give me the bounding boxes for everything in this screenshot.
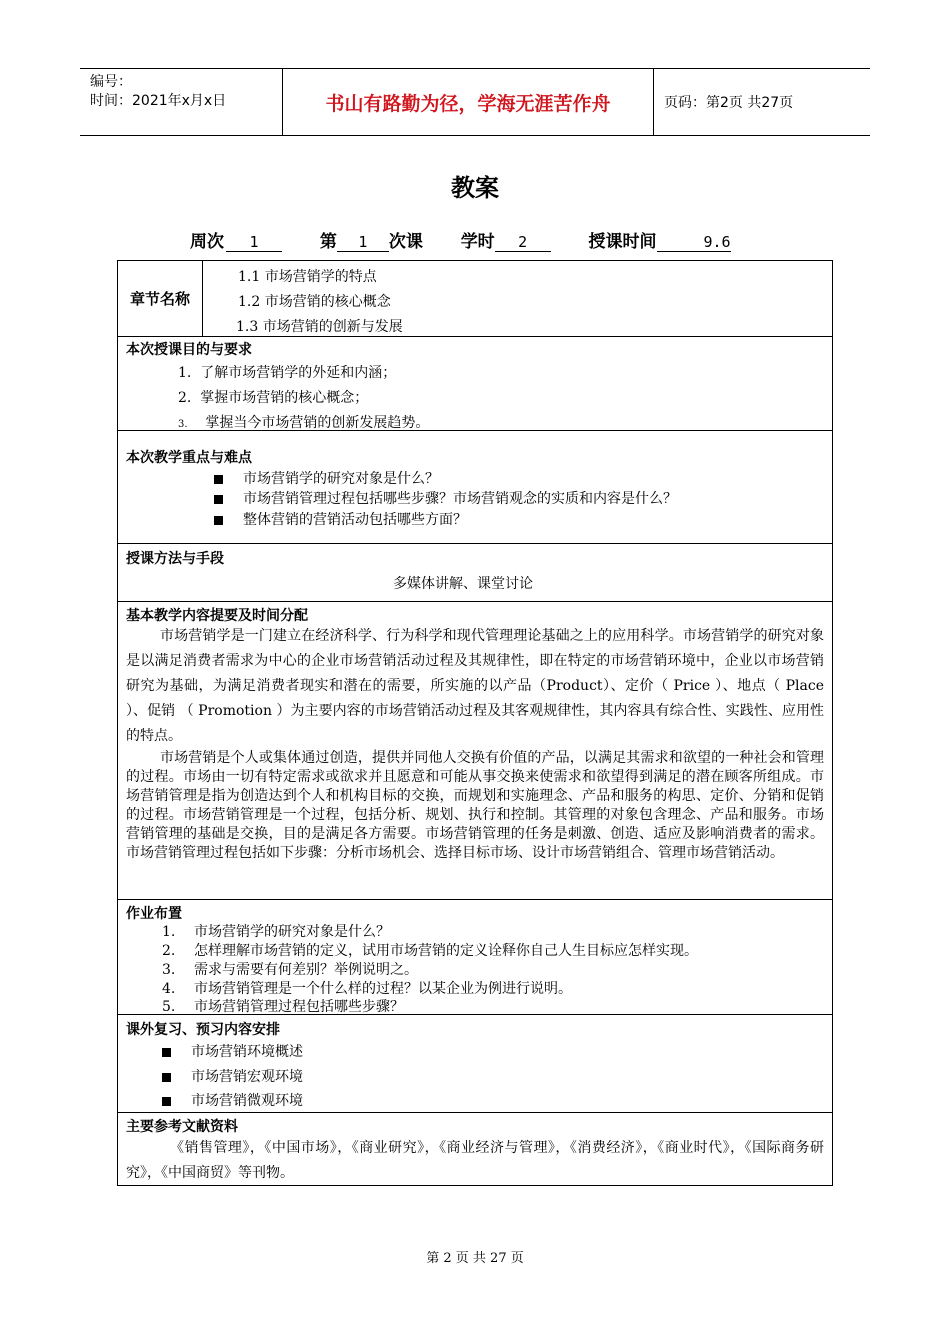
time-value: 9.6: [657, 233, 731, 252]
objective-item: [178, 362, 396, 382]
row-content: [118, 602, 832, 900]
objective-text: 掌握当今市场营销的创新发展趋势。: [205, 415, 430, 431]
chapter-item: 1.3 市场营销的创新与发展: [236, 319, 403, 335]
content-paragraph-2: 市场营销是个人或集体通过创造，提供并同他人交换有价值的产品，以满足其需求和欲望的一种社会和管理的过程。市场由一切有特定需求或欲求并且愿意和可能从事交换来使需求和欲望得到满足的潜在顾客所组成。市场营销管理是指为创造达到个人和机构目标的交换，而规划和实施理念、产品和服务的构思、定价、分销和促销的过程。市场营销管理是一个过程，包括分析、规划、执行和控制。其管理的对象包含理念、产品和服务。市场营销管理的基础是交换，目的是满足各方需要。市场营销管理的任务是刺激、创造、适应及影响消费者的需求。市场营销管理过程包括如下步骤：分析市场机会、选择目标市场、设计市场营销组合、管理市场营销活动。: [126, 750, 824, 861]
homework-item: [162, 921, 390, 941]
square-bullet-icon: [214, 495, 223, 504]
homework-item: [162, 940, 698, 960]
chapter-item: 1.1 市场营销学的特点: [238, 269, 377, 285]
homework-text: 需求与需要有何差别？举例说明之。: [194, 962, 418, 978]
square-bullet-icon: [162, 1073, 171, 1082]
homework-item: [162, 959, 418, 979]
lesson-plan-table: [117, 260, 833, 1186]
homework-text: 市场营销管理是一个什么样的过程？以某企业为例进行说明。: [194, 981, 572, 997]
references-text: 《销售管理》，《中国市场》，《商业研究》，《商业经济与管理》，《消费经济》，《商业时代》，《国际商务研究》，《中国商贸》等刊物。: [126, 1140, 824, 1181]
hours-value: 2: [495, 233, 551, 252]
square-bullet-icon: [162, 1097, 171, 1106]
homework-text: 怎样理解市场营销的定义，试用市场营销的定义诠释你自己人生目标应怎样实现。: [194, 943, 698, 959]
homework-text: 市场营销学的研究对象是什么？: [194, 924, 390, 940]
lesson-meta: [190, 227, 731, 252]
keypoint-item: [214, 509, 467, 529]
week-label: 周次: [190, 232, 224, 252]
hours-label: 学时: [460, 232, 495, 252]
square-bullet-icon: [214, 516, 223, 525]
keypoint-item: [214, 488, 677, 508]
homework-num: 1.: [162, 924, 176, 940]
homework-heading: 作业布置: [126, 906, 182, 922]
objectives-heading: 本次授课目的与要求: [126, 342, 252, 358]
keypoints-heading: 本次教学重点与难点: [126, 450, 252, 466]
square-bullet-icon: [162, 1048, 171, 1057]
row-references: [118, 1113, 832, 1185]
review-heading: 课外复习、预习内容安排: [126, 1022, 280, 1038]
references-heading: 主要参考文献资料: [126, 1119, 238, 1135]
objective-item: [178, 412, 429, 432]
row-methods: [118, 544, 832, 602]
row-review: [118, 1015, 832, 1113]
homework-num: 4.: [162, 981, 176, 997]
homework-text: 市场营销管理过程包括哪些步骤？: [194, 999, 404, 1015]
keypoint-text: 市场营销学的研究对象是什么？: [243, 471, 439, 487]
review-item: [162, 1066, 303, 1086]
keypoint-text: 整体营销的营销活动包括哪些方面？: [243, 512, 467, 528]
week-value: 1: [226, 233, 282, 252]
content-heading: 基本教学内容提要及时间分配: [126, 608, 308, 624]
objective-num: 2.: [178, 390, 192, 406]
homework-num: 2.: [162, 943, 176, 959]
methods-text: 多媒体讲解、课堂讨论: [393, 576, 533, 592]
page-header: [80, 68, 870, 136]
objective-num: 1.: [178, 365, 192, 381]
row-objectives: [118, 337, 832, 431]
code-label: 编号：: [90, 74, 132, 90]
homework-item: [162, 978, 572, 998]
objective-num: 3.: [178, 419, 188, 430]
lesson-suffix: 次课: [388, 232, 423, 252]
review-text: 市场营销微观环境: [191, 1093, 303, 1109]
row-chapter: [118, 261, 832, 337]
objective-text: 了解市场营销学的外延和内涵；: [200, 365, 397, 381]
document-title: 教案: [451, 174, 499, 202]
homework-num: 3.: [162, 962, 176, 978]
review-text: 市场营销环境概述: [191, 1044, 303, 1060]
header-left: [80, 69, 282, 135]
keypoint-item: [214, 468, 439, 488]
header-page-label: 页码：第2页 共27页: [664, 95, 794, 111]
keypoint-text: 市场营销管理过程包括哪些步骤？市场营销观念的实质和内容是什么？: [243, 491, 677, 507]
row-homework: [118, 900, 832, 1015]
homework-num: 5.: [162, 999, 176, 1015]
chapter-item: 1.2 市场营销的核心概念: [238, 294, 391, 310]
header-motto: 书山有路勤为径，学海无涯苦作舟: [282, 69, 654, 135]
lesson-value: 1: [337, 233, 389, 252]
content-paragraph-1: 市场营销学是一门建立在经济科学、行为科学和现代管理理论基础之上的应用科学。市场营销学的研究对象是以满足消费者需求为中心的企业市场营销活动过程及其规律性，即在特定的市场营销环境中，企业以市场营销研究为基础，为满足消费者现实和潜在的需要，所实施的以产品（Product）、定价（ Price ）、地点（ Place ）、促销 （ Promotion ）为主要内容的市场营销活动过程及其客观规律性，其内容具有综合性、实践性、应用性的特点。: [126, 628, 824, 744]
homework-item: [162, 996, 404, 1016]
square-bullet-icon: [214, 475, 223, 484]
time-label: 时间：2021年x月x日: [90, 93, 227, 109]
page-footer: 第 2 页 共 27 页: [426, 1251, 524, 1266]
lesson-prefix: 第: [319, 232, 337, 252]
review-text: 市场营销宏观环境: [191, 1069, 303, 1085]
row-keypoints: [118, 431, 832, 544]
objective-text: 掌握市场营销的核心概念；: [200, 390, 369, 406]
chapter-label: 章节名称: [118, 261, 203, 336]
methods-heading: 授课方法与手段: [126, 551, 224, 567]
objective-item: [178, 387, 368, 407]
review-item: [162, 1090, 303, 1110]
review-item: [162, 1041, 303, 1061]
time-label-meta: 授课时间: [588, 232, 657, 252]
